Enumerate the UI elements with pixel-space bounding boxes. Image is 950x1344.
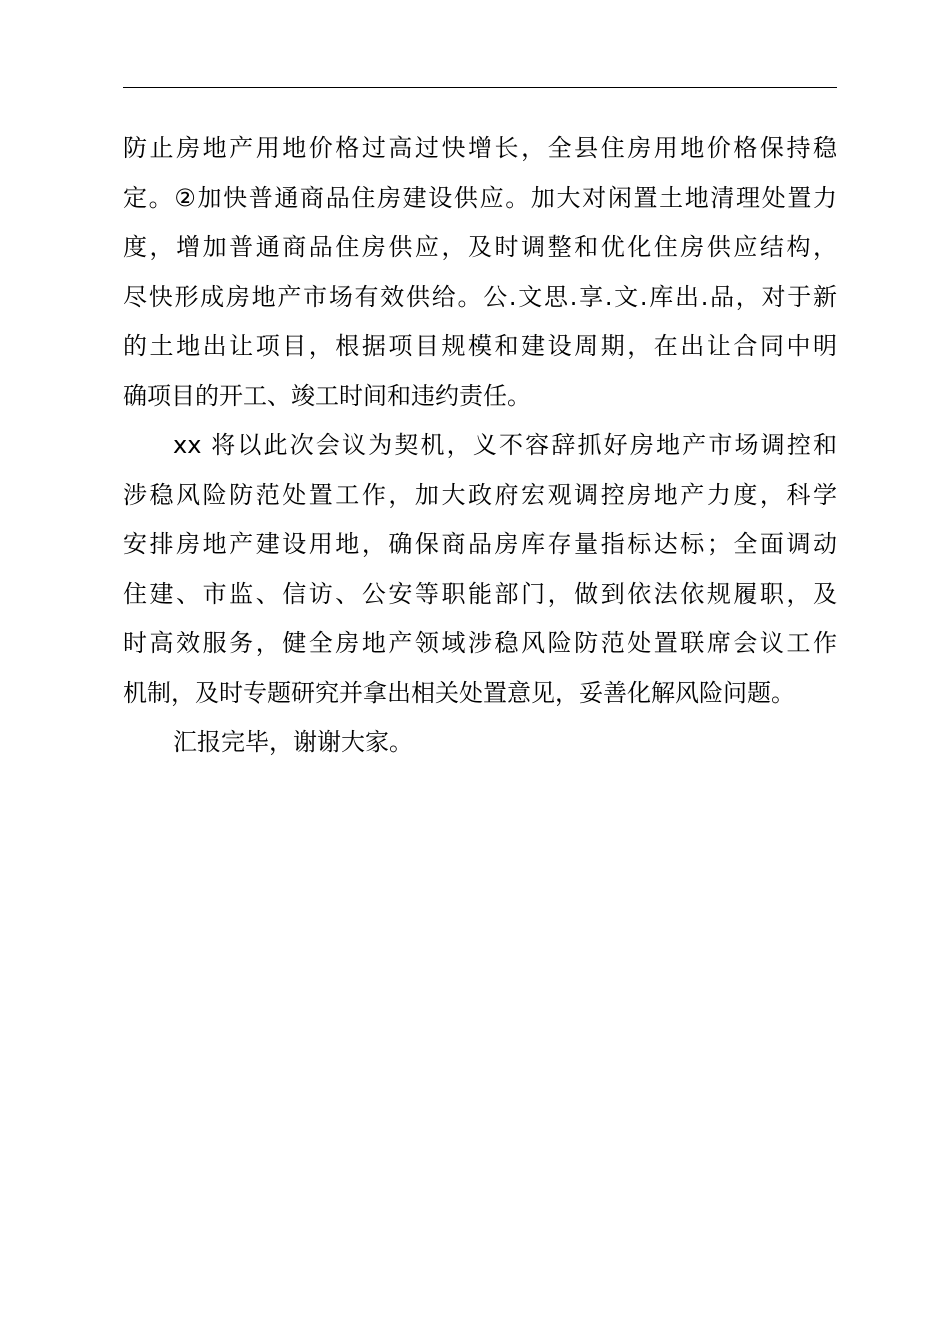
text-line: 的土地出让项目，根据项目规模和建设周期，在出让合同中明 bbox=[123, 332, 837, 360]
text-line: 定。②加快普通商品住房建设供应。加大对闲置土地清理处置力 bbox=[123, 183, 837, 212]
text-line: 确项目的开工、竣工时间和违约责任。 bbox=[123, 381, 531, 410]
text-line: 度，增加普通商品住房供应，及时调整和优化住房供应结构， bbox=[123, 233, 837, 261]
text-line: 安排房地产建设用地，确保商品房库存量指标达标；全面调动 bbox=[123, 530, 837, 558]
text-line: 机制，及时专题研究并拿出相关处置意见，妥善化解风险问题。 bbox=[123, 678, 795, 707]
text-line: 涉稳风险防范处置工作，加大政府宏观调控房地产力度，科学 bbox=[123, 480, 837, 509]
text-line: 尽快形成房地产市场有效供给。公.文思.享.文.库出.品，对于新 bbox=[123, 282, 837, 311]
paragraph-start-line: xx 将以此次会议为契机，义不容辞抓好房地产市场调控和 bbox=[173, 431, 837, 459]
closing-line: 汇报完毕，谢谢大家。 bbox=[173, 728, 413, 756]
header-rule bbox=[123, 87, 837, 88]
text-line: 时高效服务，健全房地产领域涉稳风险防范处置联席会议工作 bbox=[123, 629, 837, 657]
body-text bbox=[123, 124, 837, 768]
text-line: 住建、市监、信访、公安等职能部门，做到依法依规履职，及 bbox=[123, 579, 837, 608]
text-line: 防止房地产用地价格过高过快增长，全县住房用地价格保持稳 bbox=[123, 134, 837, 162]
